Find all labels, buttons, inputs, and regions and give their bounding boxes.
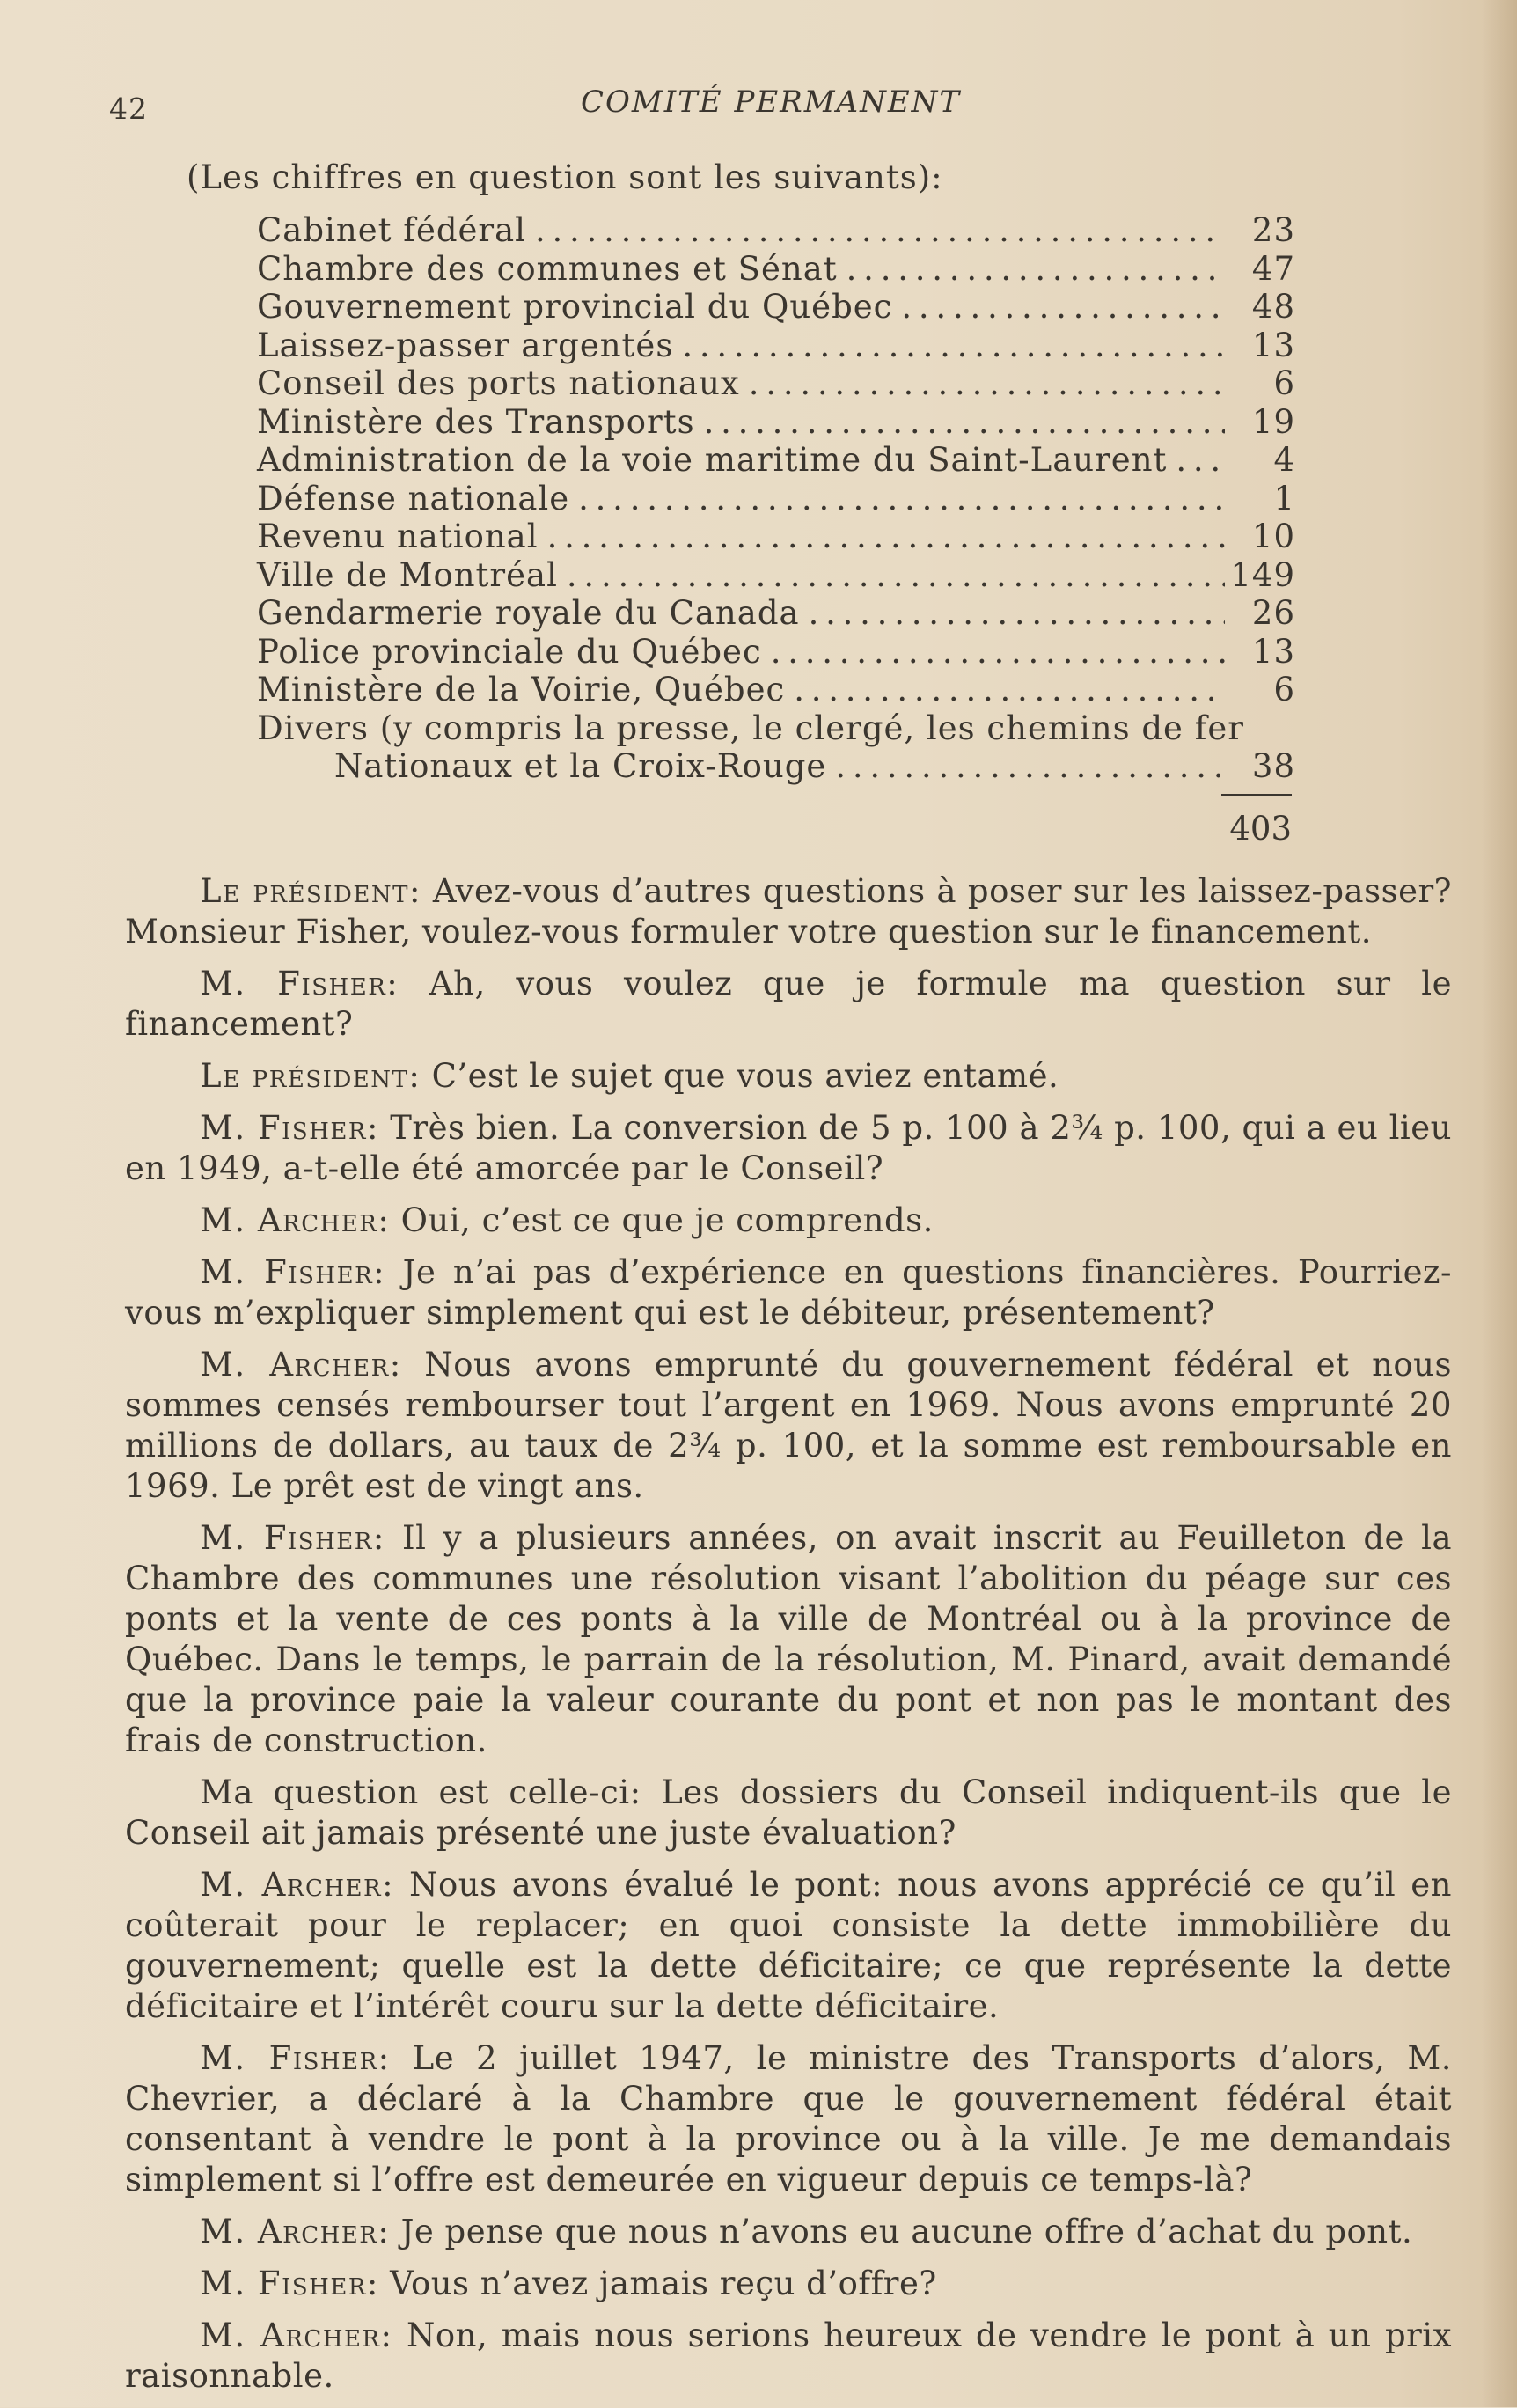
- figure-value: 4: [1273, 441, 1295, 479]
- figure-row: [257, 480, 1295, 518]
- total-value: 403: [1229, 810, 1292, 848]
- dot-leader: [901, 288, 1225, 326]
- speaker-name: M. Archer:: [200, 1346, 402, 1384]
- speaker-name: M. Fisher:: [200, 965, 399, 1002]
- dialogue-paragraph: [125, 1056, 1452, 1097]
- figure-label: Défense nationale: [257, 479, 570, 518]
- figure-label: Ministère de la Voirie, Québec: [257, 671, 786, 708]
- figure-row: [257, 327, 1295, 365]
- speech-text: Ah, vous voulez que je formule ma question sur le financement?: [125, 965, 1452, 1043]
- figure-label: Ministère des Transports: [257, 402, 695, 441]
- figure-value: 26: [1251, 594, 1295, 632]
- figure-row-divers: [257, 709, 1295, 748]
- speech-text: Avez-vous d’autres questions à poser sur les laissez-passer? Monsieur Fisher, voulez-vous formuler votre question sur le financement.: [125, 872, 1453, 951]
- speech-text: Oui, c’est ce que je comprends.: [400, 1201, 934, 1239]
- dot-leader: [1176, 441, 1225, 479]
- figure-label: Divers (y compris la presse, le clergé, les chemins de fer: [257, 708, 1244, 747]
- speech-text: Vous n’avez jamais reçu d’offre?: [390, 2265, 937, 2302]
- speech-text: Nous avons emprunté du gouvernement fédéral et nous sommes censés rembourser tout l’argent en 1969. Nous avons emprunté 20 millions de dollars, au taux de 2¾ p. 100, et la somme est remboursable en 1969. Le prêt est de vingt ans.: [125, 1346, 1452, 1505]
- dot-leader: [771, 633, 1225, 671]
- figure-row: [257, 671, 1295, 709]
- figure-label: Police provinciale du Québec: [257, 632, 762, 671]
- figure-row: [257, 250, 1295, 289]
- dialogue-paragraph: [125, 2264, 1452, 2304]
- dot-leader: [535, 211, 1225, 249]
- figure-row: [257, 556, 1295, 595]
- figure-value: 6: [1273, 671, 1295, 708]
- dialogue-paragraph: [125, 1345, 1452, 1507]
- speaker-name: M. Fisher:: [200, 2039, 391, 2077]
- figure-label: Conseil des ports nationaux: [257, 364, 740, 402]
- figure-row: [257, 211, 1295, 250]
- page-spine-shadow: [1482, 0, 1517, 2407]
- dialogue-paragraph: [125, 871, 1452, 952]
- running-head: COMITÉ PERMANENT: [581, 84, 962, 120]
- dot-leader: [547, 518, 1225, 555]
- dot-leader: [578, 480, 1225, 518]
- figure-label: Cabinet fédéral: [257, 211, 526, 249]
- dialogue-paragraph: [125, 1108, 1452, 1189]
- dot-leader: [809, 594, 1225, 632]
- figure-label: Gendarmerie royale du Canada: [257, 594, 800, 632]
- speech-text: Ma question est celle-ci: Les dossiers du Conseil indiquent-ils que le Conseil ait jamais présenté une juste évaluation?: [125, 1773, 1452, 1852]
- figure-row: [257, 403, 1295, 442]
- figure-label: Laissez-passer argentés: [257, 326, 674, 364]
- figure-value: 23: [1251, 211, 1295, 249]
- speaker-name: M. Archer:: [200, 2316, 393, 2354]
- speech-text: Le 2 juillet 1947, le ministre des Transports d’alors, M. Chevrier, a déclaré à la Chambre que le gouvernement fédéral était consentant à vendre le pont à la province ou à la ville. Je me demandais simplement si l’offre est demeurée en vigueur depuis ce temps-là?: [125, 2039, 1452, 2199]
- speech-text: Non, mais nous serions heureux de vendre le pont à un prix raisonnable.: [125, 2316, 1453, 2395]
- figure-label: Revenu national: [257, 518, 539, 555]
- dialogue-paragraph: [125, 964, 1452, 1045]
- figure-row: [257, 633, 1295, 672]
- table-intro: (Les chiffres en question sont les suivants):: [187, 158, 943, 196]
- figure-row-divers-cont: [257, 747, 1295, 786]
- dot-leader: [835, 747, 1225, 785]
- dot-leader: [704, 403, 1225, 441]
- dialogue-paragraph: [125, 1773, 1452, 1854]
- figure-value: 13: [1251, 326, 1295, 364]
- dialogue-paragraph: [125, 2038, 1452, 2200]
- figure-label: Chambre des communes et Sénat: [257, 249, 838, 288]
- dialogue-paragraph: [125, 2212, 1452, 2252]
- figure-value: 19: [1251, 402, 1295, 441]
- speech-text: Très bien. La conversion de 5 p. 100 à 2¾ p. 100, qui a eu lieu en 1949, a-t-elle été amorcée par le Conseil?: [125, 1109, 1452, 1187]
- speech-text: C’est le sujet que vous aviez entamé.: [431, 1057, 1059, 1095]
- figure-row: [257, 364, 1295, 403]
- figure-value: 1: [1273, 479, 1295, 518]
- figure-label: Ville de Montréal: [257, 555, 558, 594]
- dot-leader: [749, 364, 1225, 402]
- dialogue-paragraph: [125, 1518, 1452, 1761]
- speech-text: Je pense que nous n’avons eu aucune offre d’achat du pont.: [400, 2213, 1413, 2250]
- figure-value: 6: [1273, 364, 1295, 402]
- speech-text: Nous avons évalué le pont: nous avons apprécié ce qu’il en coûterait pour le replacer; en quoi consiste la dette immobilière du gouvernement; quelle est la dette déficitaire; ce que représente la dette déficitaire et l’intérêt couru sur la dette déficitaire.: [125, 1866, 1453, 2025]
- dialogue-paragraph: [125, 1200, 1452, 1241]
- speaker-name: Le président:: [200, 872, 421, 910]
- speaker-name: Le président:: [200, 1057, 421, 1095]
- dialogue-paragraph: [125, 1865, 1452, 2027]
- speaker-name: M. Archer:: [200, 2213, 391, 2250]
- dot-leader: [846, 250, 1225, 288]
- speaker-name: M. Archer:: [200, 1201, 391, 1239]
- figure-label: Administration de la voie maritime du Saint-Laurent: [257, 441, 1168, 479]
- figure-row: [257, 594, 1295, 633]
- dot-leader: [567, 556, 1225, 594]
- total-rule: [1221, 794, 1292, 796]
- speaker-name: M. Fisher:: [200, 2265, 379, 2302]
- speaker-name: M. Fisher:: [200, 1253, 386, 1291]
- figure-label: Nationaux et la Croix-Rouge: [334, 747, 827, 785]
- figure-value: 48: [1251, 288, 1295, 326]
- speaker-name: M. Fisher:: [200, 1109, 379, 1147]
- figure-row: [257, 518, 1295, 556]
- speech-text: Je n’ai pas d’expérience en questions financières. Pourriez-vous m’expliquer simplement qui est le débiteur, présentement?: [125, 1253, 1452, 1332]
- speech-text: Il y a plusieurs années, on avait inscrit au Feuilleton de la Chambre des communes une résolution visant l’abolition du péage sur ces ponts et la vente de ces ponts à la ville de Montréal ou à la province de Québec. Dans le temps, le parrain de la résolution, M. Pinard, avait demandé que la province paie la valeur courante du pont et non pas le montant des frais de construction.: [125, 1519, 1453, 1759]
- figure-row: [257, 288, 1295, 327]
- figure-value: 10: [1251, 518, 1295, 555]
- dot-leader: [682, 327, 1225, 364]
- figure-value: 149: [1230, 555, 1295, 594]
- page-number: 42: [109, 92, 148, 126]
- figure-row: [257, 441, 1295, 480]
- dialogue-body: [125, 871, 1452, 2408]
- figure-value: 47: [1251, 249, 1295, 288]
- speaker-name: M. Archer:: [200, 1866, 395, 1904]
- dot-leader: [794, 671, 1225, 708]
- dialogue-paragraph: [125, 2316, 1452, 2397]
- figure-value: 38: [1251, 747, 1295, 785]
- speaker-name: M. Fisher:: [200, 1519, 385, 1557]
- figure-value: 13: [1251, 632, 1295, 671]
- figures-table: [257, 211, 1295, 786]
- dialogue-paragraph: [125, 1252, 1452, 1333]
- figure-label: Gouvernement provincial du Québec: [257, 288, 893, 326]
